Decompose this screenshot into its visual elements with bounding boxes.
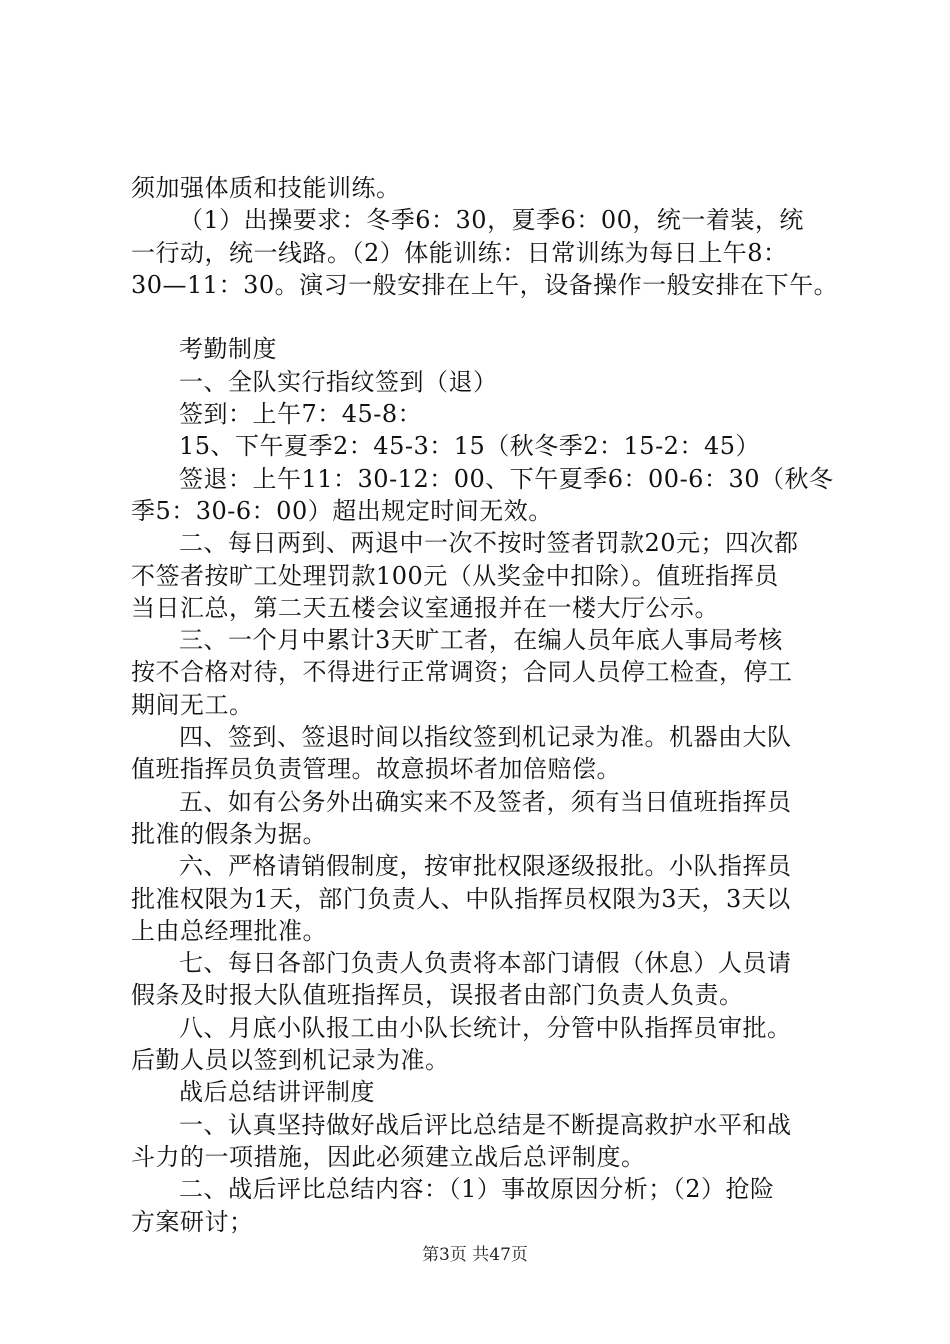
- text-line: 值班指挥员负责管理。故意损坏者加倍赔偿。: [131, 755, 621, 784]
- text-line: 斗力的一项措施，因此必须建立战后总评制度。: [131, 1142, 646, 1171]
- text-line: 三、一个月中累计3天旷工者，在编人员年底人事局考核: [179, 626, 783, 655]
- text-line: 按不合格对待，不得进行正常调资；合同人员停工检查，停工: [131, 658, 793, 687]
- text-line: 季5：30-6：00）超出规定时间无效。: [131, 496, 553, 525]
- text-line: 30—11：30。演习一般安排在上午，设备操作一般安排在下午。: [131, 270, 839, 299]
- text-line: 须加强体质和技能训练。: [131, 174, 401, 202]
- document-body: [131, 172, 839, 1238]
- text-line: 一行动，统一线路。（2）体能训练：日常训练为每日上午8：: [131, 238, 788, 267]
- text-line: 批准的假条为据。: [131, 819, 327, 848]
- text-line: 战后总结讲评制度: [179, 1078, 375, 1107]
- text-line: 八、月底小队报工由小队长统计，分管中队指挥员审批。: [179, 1013, 792, 1042]
- text-line: 六、严格请销假制度，按审批权限逐级报批。小队指挥员: [179, 852, 792, 881]
- text-line: 假条及时报大队值班指挥员，误报者由部门负责人负责。: [131, 981, 744, 1010]
- text-line: 二、战后评比总结内容：（1）事故原因分析；（2）抢险: [179, 1175, 775, 1204]
- text-line: 批准权限为1天，部门负责人、中队指挥员权限为3天，3天以: [131, 884, 791, 913]
- text-line: 考勤制度: [179, 335, 277, 364]
- page-footer: 第3页 共47页: [422, 1245, 528, 1265]
- text-line: 15、下午夏季2：45-3：15（秋冬季2：15-2：45）: [179, 432, 760, 461]
- text-line: 期间无工。: [131, 690, 254, 719]
- text-line: 一、全队实行指纹签到（退）: [179, 367, 498, 396]
- text-line: 一、认真坚持做好战后评比总结是不断提高救护水平和战: [179, 1110, 792, 1139]
- text-line: 不签者按旷工处理罚款100元（从奖金中扣除）。值班指挥员: [131, 561, 779, 590]
- text-line: 签到：上午7：45-8：: [179, 400, 423, 429]
- text-line: 上由总经理批准。: [131, 916, 327, 945]
- text-line: 五、如有公务外出确实来不及签者，须有当日值班指挥员: [179, 787, 792, 816]
- text-line: （1）出操要求：冬季6：30，夏季6：00，统一着装，统: [179, 206, 804, 235]
- text-line: 七、每日各部门负责人负责将本部门请假（休息）人员请: [179, 949, 792, 978]
- text-line: 签退：上午11：30-12：00、下午夏季6：00-6：30（秋冬: [179, 464, 834, 493]
- text-line: 方案研讨；: [131, 1207, 254, 1236]
- blank-line: [131, 301, 831, 333]
- text-line: 四、签到、签退时间以指纹签到机记录为准。机器由大队: [179, 723, 792, 752]
- text-line: 当日汇总，第二天五楼会议室通报并在一楼大厅公示。: [131, 593, 719, 622]
- text-line: 二、每日两到、两退中一次不按时签者罚款20元；四次都: [179, 529, 799, 558]
- text-line: 后勤人员以签到机记录为准。: [131, 1046, 450, 1075]
